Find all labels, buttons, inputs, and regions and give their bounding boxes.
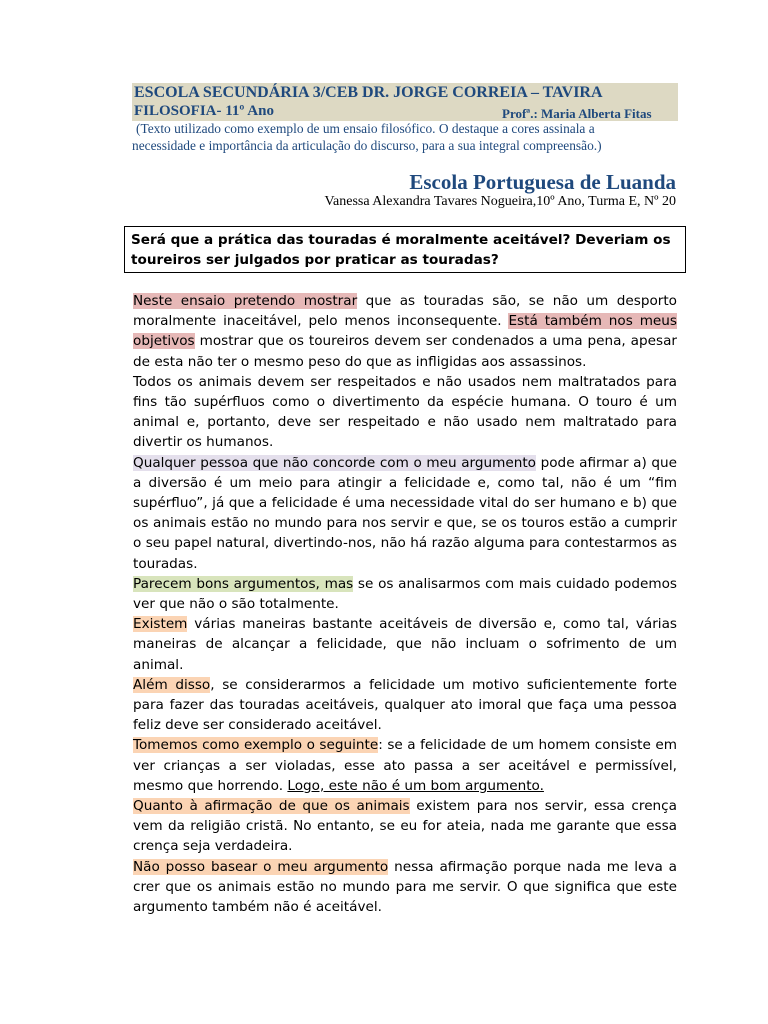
intro-note [132,121,692,154]
essay-text: : se a felicidade de um homem consiste em ver crianças a ser violadas, esse ato passa a ser aceitável e permissível, mesmo que horrendo. [133,737,677,794]
highlight-green: Parecem bons argumentos, mas [133,575,354,592]
highlight-red: Neste ensaio pretendo mostrar [133,293,358,309]
essay-text: nessa afirmação porque nada me leva a crer que os animais estão no mundo para me servir. O que significa que este argumento também não é aceitável. [133,858,677,916]
essay-question-box: Será que a prática das touradas é moralmente aceitável? Deveriam os toureiros ser julgados por praticar as touradas? [124,226,686,273]
underlined-conclusion: Logo, este não é um bom argumento. [287,777,544,794]
highlight-orange: Não posso basear o meu argumento [133,858,389,875]
subject-label: FILOSOFIA- 11º Ano [134,103,274,119]
essay-text: se os analisarmos com mais cuidado podemos ver que não o são totalmente. [133,575,677,613]
essay-paragraph: Todos os animais devem ser respeitados e não usados nem maltratados para fins tão supérfluos como o divertimento da espécie humana. O touro é um animal e, portanto, deve ser respeitado e não usado nem maltratado para divertir os humanos. [133,373,677,451]
professor-name: Profª.: Maria Alberta Fitas [502,106,652,121]
highlight-purple: Qualquer pessoa que não concorde com o meu argumento [133,454,537,471]
essay-paragraph [133,614,677,675]
school-header-title: ESCOLA SECUNDÁRIA 3/CEB DR. JORGE CORREIA – TAVIRA [134,84,603,101]
essay-text: pode afirmar a) que a diversão é um meio para atingir a felicidade e, como tal, não é um “fim supérfluo”, já que a felicidade é uma necessidade vital do ser humano e b) que os animais estão no mundo para nos servir e que, se os touros estão a cumprir o seu papel natural, divertindo-nos, não há razão alguma para contestarmos as touradas. [133,454,678,572]
highlight-orange: Quanto à afirmação de que os animais [133,798,410,815]
highlight-orange: Tomemos como exemplo o seguinte [133,737,379,754]
essay-paragraph [133,735,677,796]
essay-paragraph [133,675,677,736]
essay-paragraph [133,291,677,372]
subject-line [132,102,678,121]
essay-body [133,291,677,917]
essay-text: várias maneiras bastante aceitáveis de diversão e, como tal, várias maneiras de alcançar a felicidade, que não incluam o sofrimento de um animal. [133,616,677,673]
essay-paragraph [133,574,677,614]
essay-text: , se considerarmos a felicidade um motivo suficientemente forte para fazer das touradas aceitáveis, qualquer ato imoral que faça uma pessoa feliz deve ser considerado aceitável. [133,676,678,734]
intro-note-line-2: necessidade e importância da articulação do discurso, para a sua integral compreensão.) [132,137,602,153]
highlight-red: Está também nos meus objetivos [133,313,677,350]
essay-text: existem para nos servir, essa crença vem da religião cristã. No entanto, se eu for ateia, nada me garante que essa crença seja verdadeira. [133,798,677,855]
intro-note-line-1: (Texto utilizado como exemplo de um ensaio filosófico. O destaque a cores assinala a [136,121,595,136]
essay-paragraph [133,857,677,918]
essay-text: que as touradas são, se não um desporto moralmente inaceitável, pelo menos inconsequente. [133,293,678,330]
essay-paragraph [133,796,677,857]
school-name: Escola Portuguesa de Luanda [409,170,676,194]
school-header [132,83,678,121]
highlight-orange: Além disso [133,676,211,693]
highlight-orange: Existem [133,616,188,633]
essay-paragraph [133,453,677,574]
essay-text: mostrar que os toureiros devem ser condenados a uma pena, apesar de esta não ter o mesmo peso do que as infligidas aos assassinos. [133,333,677,370]
author-line: Vanessa Alexandra Tavares Nogueira,10º Ano, Turma E, Nº 20 [324,194,676,209]
